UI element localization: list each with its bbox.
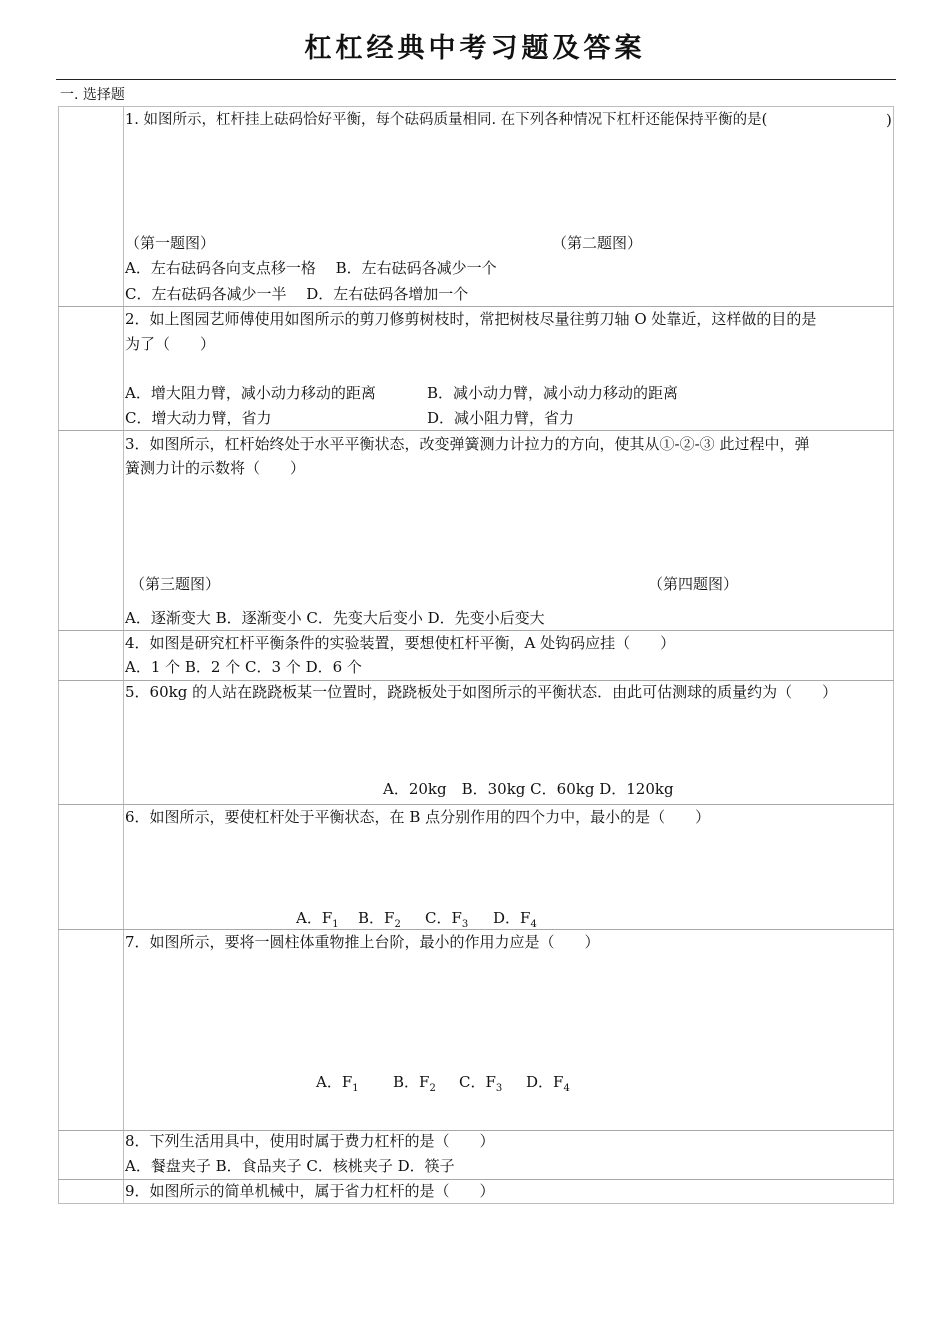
question-7-option-a: A．$F_1$: [316, 1073, 359, 1094]
question-6-option-b: B．$F_2$: [358, 909, 401, 930]
row-divider: [58, 306, 894, 307]
row-divider: [58, 680, 894, 681]
question-4-stem: 4．如图是研究杠杆平衡条件的实验装置，要想使杠杆平衡，A 处钩码应挂（ ）: [125, 634, 676, 652]
row-divider: [58, 106, 894, 107]
question-4-options: A．1 个 B．2 个 C．3 个 D．6 个: [125, 658, 362, 676]
question-7-option-b: B．$F_2$: [393, 1073, 436, 1094]
question-2-option-d: D．减小阻力臂，省力: [427, 409, 575, 427]
figure-caption-3: （第三题图）: [130, 575, 221, 593]
question-1-options-line-2: C．左右砝码各减少一半 D．左右砝码各增加一个: [125, 285, 469, 303]
question-2-stem-line-2: 为了（ ）: [125, 335, 216, 353]
table-right-border: [893, 106, 894, 1204]
figure-caption-1: （第一题图）: [125, 234, 216, 252]
question-1-stem: 1. 如图所示，杠杆挂上砝码恰好平衡，每个砝码质量相同. 在下列各种情况下杠杆还能保持平衡的是(: [125, 112, 768, 128]
question-1-paren: ): [886, 111, 892, 129]
figure-caption-2: （第二题图）: [552, 234, 643, 252]
row-divider: [58, 1203, 894, 1204]
question-5-stem: 5．60kg 的人站在跷跷板某一位置时，跷跷板处于如图所示的平衡状态．由此可估测球的质量约为（ ）: [125, 683, 838, 701]
question-3-options: A．逐渐变大 B．逐渐变小 C．先变大后变小 D．先变小后变大: [125, 609, 545, 627]
question-7-option-d: D．$F_4$: [526, 1073, 570, 1094]
table-column-divider: [123, 106, 124, 1204]
row-divider: [58, 1130, 894, 1131]
question-6-option-a: A．$F_1$: [296, 909, 339, 930]
row-divider: [58, 430, 894, 431]
row-divider: [58, 1179, 894, 1180]
question-9-stem: 9．如图所示的简单机械中，属于省力杠杆的是（ ）: [125, 1182, 495, 1200]
title-divider: [56, 79, 896, 80]
question-2-option-c: C．增大动力臂，省力: [125, 409, 272, 427]
row-divider: [58, 630, 894, 631]
table-left-border: [58, 106, 59, 1204]
question-7-option-c: C．$F_3$: [459, 1073, 503, 1094]
row-divider: [58, 804, 894, 805]
question-8-stem: 8．下列生活用具中，使用时属于费力杠杆的是（ ）: [125, 1132, 495, 1150]
section-heading: 一. 选择题: [60, 87, 125, 103]
question-1-options-line-1: A．左右砝码各向支点移一格 B．左右砝码各减少一个: [125, 259, 497, 277]
question-2-stem-line-1: 2．如上图园艺师傅使用如图所示的剪刀修剪树枝时，常把树枝尽量往剪刀轴 O 处靠近，这样做的目的是: [125, 310, 817, 328]
question-8-options: A．餐盘夹子 B．食品夹子 C．核桃夹子 D．筷子: [125, 1157, 455, 1175]
question-3-stem-line-1: 3．如图所示，杠杆始终处于水平平衡状态，改变弹簧测力计拉力的方向，使其从①-②-③ 此过程中，弹: [125, 435, 810, 453]
question-3-stem-line-2: 簧测力计的示数将（ ）: [125, 459, 306, 477]
question-2-option-a: A．增大阻力臂，减小动力移动的距离: [125, 384, 376, 402]
question-6-option-d: D．$F_4$: [493, 909, 537, 930]
question-6-stem: 6．如图所示，要使杠杆处于平衡状态，在 B 点分别作用的四个力中，最小的是（ ）: [125, 808, 711, 826]
question-5-options: A．20kg B．30kg C．60kg D．120kg: [383, 780, 674, 798]
question-6-option-c: C．$F_3$: [425, 909, 469, 930]
row-divider: [58, 929, 894, 930]
page-title: 杠杠经典中考习题及答案: [304, 33, 646, 64]
question-2-option-b: B．减小动力臂，减小动力移动的距离: [427, 384, 679, 402]
question-7-stem: 7．如图所示，要将一圆柱体重物推上台阶，最小的作用力应是（ ）: [125, 933, 600, 951]
figure-caption-4: （第四题图）: [648, 575, 739, 593]
